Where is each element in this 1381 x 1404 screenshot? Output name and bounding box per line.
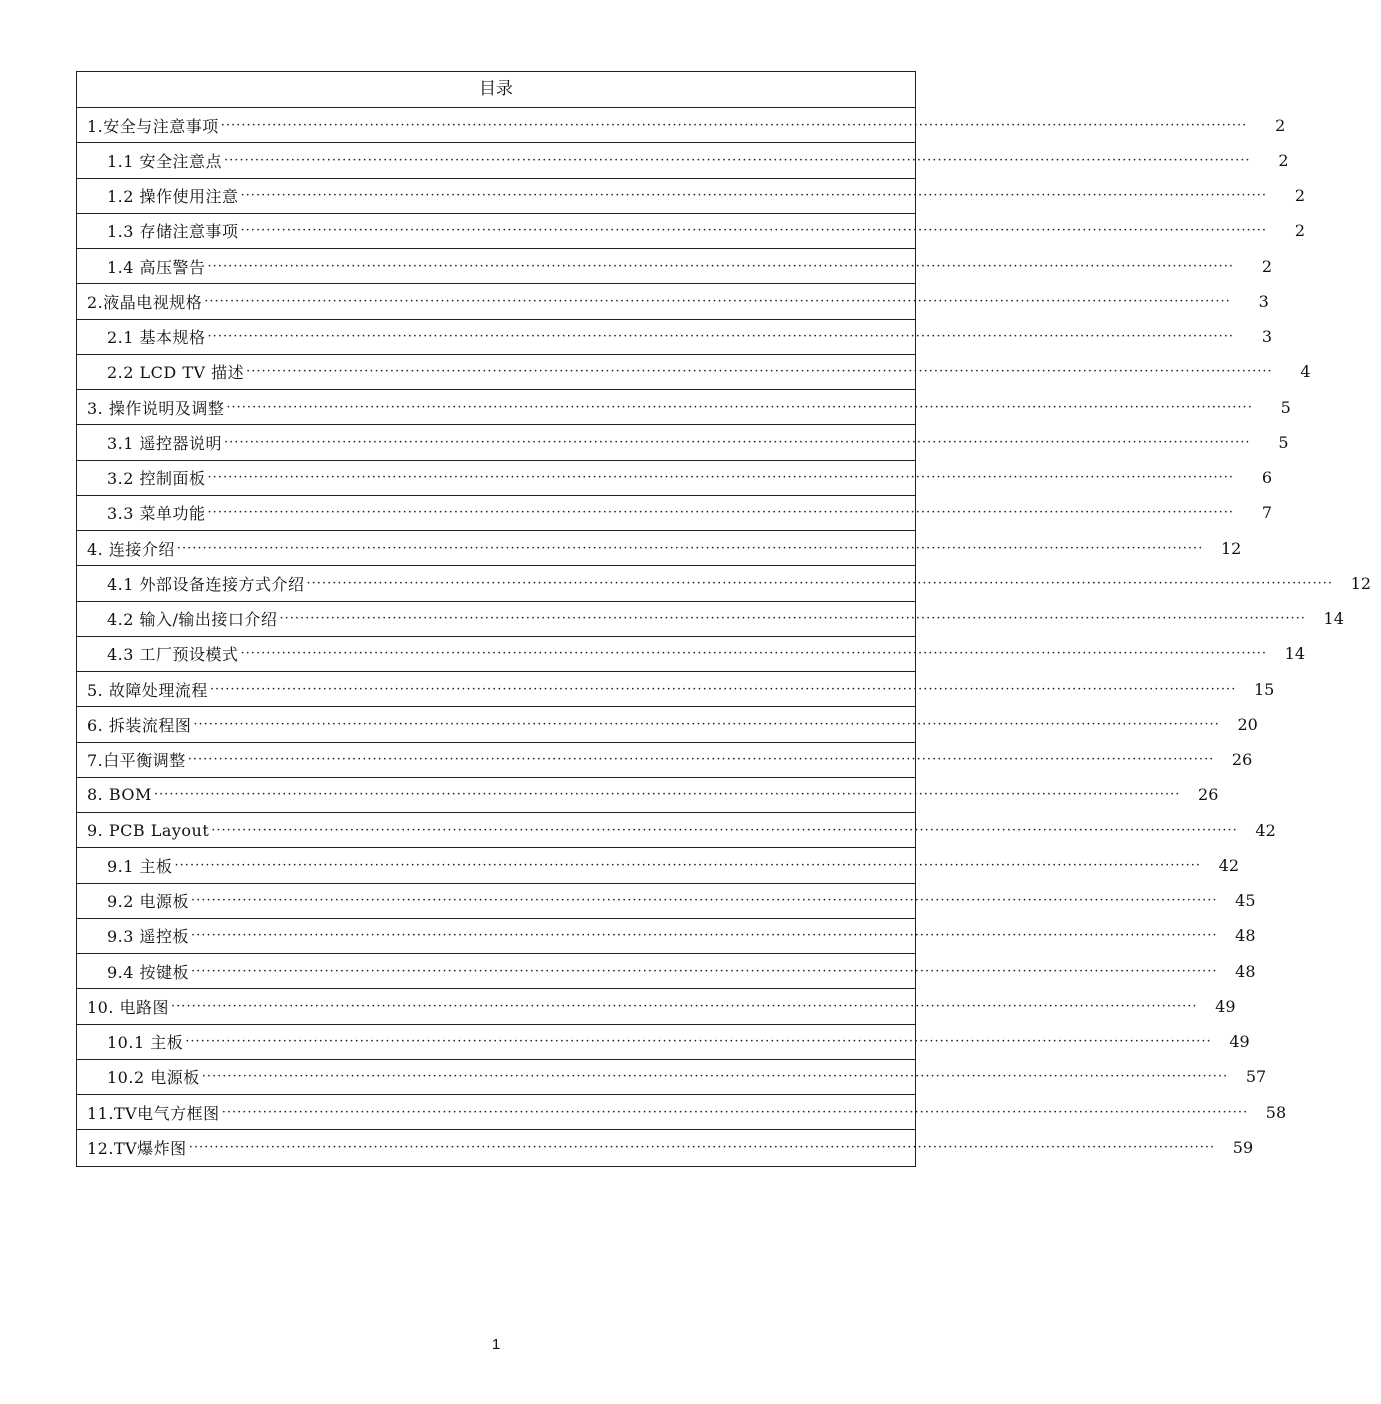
toc-entry-page: 5	[1278, 432, 1289, 452]
toc-rows	[77, 108, 1372, 1166]
toc-entry[interactable]	[77, 602, 1344, 637]
toc-entry-page: 58	[1265, 1102, 1287, 1122]
toc-entry-page: 2	[1261, 256, 1273, 276]
toc-entry-label: 4.2 输入/输出接口介绍	[107, 610, 278, 630]
toc-entry-label: 9.2 电源板	[107, 892, 190, 912]
toc-entry[interactable]	[77, 390, 1291, 425]
toc-entry-label: 1.安全与注意事项	[87, 116, 219, 136]
toc-entry-label: 3.1 遥控器说明	[107, 433, 223, 453]
toc-dot-leader: ········································································································································································································	[207, 258, 1235, 274]
toc-dot-leader: ········································································································································································································	[204, 293, 1231, 309]
toc-entry[interactable]	[77, 249, 1273, 284]
toc-entry[interactable]	[77, 778, 1219, 813]
toc-entry-label: 4.3 工厂预设模式	[107, 645, 239, 665]
toc-entry[interactable]	[77, 179, 1306, 214]
toc-dot-leader: ········································································································································································································	[207, 470, 1235, 486]
toc-dot-leader: ········································································································································································································	[191, 928, 1218, 944]
toc-entry[interactable]	[77, 425, 1289, 460]
toc-dot-leader: ········································································································································································································	[188, 1140, 1216, 1156]
toc-dot-leader: ········································································································································································································	[306, 575, 1334, 591]
toc-entry-page: 3	[1258, 291, 1269, 311]
toc-entry-page: 26	[1198, 785, 1219, 805]
toc-entry-page: 2	[1294, 186, 1306, 206]
toc-dot-leader: ········································································································································································································	[240, 188, 1268, 204]
toc-entry-page: 15	[1253, 679, 1275, 699]
toc-entry-label: 4.1 外部设备连接方式介绍	[107, 574, 305, 594]
toc-entry-page: 12	[1350, 573, 1372, 593]
toc-dot-leader: ········································································································································································································	[207, 329, 1235, 345]
toc-entry[interactable]	[77, 637, 1306, 672]
toc-entry[interactable]	[77, 214, 1306, 249]
toc-entry-label: 5. 故障处理流程	[87, 680, 208, 700]
toc-dot-leader: ········································································································································································································	[191, 893, 1218, 909]
toc-entry-label: 6. 拆装流程图	[87, 715, 192, 735]
toc-entry-page: 42	[1218, 855, 1240, 875]
toc-dot-leader: ········································································································································································································	[185, 1034, 1212, 1050]
toc-entry-page: 48	[1235, 961, 1256, 981]
toc-entry[interactable]	[77, 884, 1256, 919]
toc-entry-label: 4. 连接介绍	[87, 539, 175, 559]
toc-entry-page: 2	[1275, 115, 1286, 135]
toc-entry-page: 12	[1220, 538, 1242, 558]
toc-entry[interactable]	[77, 743, 1253, 778]
toc-entry-label: 2.1 基本规格	[107, 328, 206, 348]
toc-entry-page: 14	[1323, 609, 1344, 629]
toc-dot-leader: ········································································································································································································	[224, 434, 1251, 450]
toc-entry-label: 8. BOM	[87, 785, 152, 805]
toc-entry-label: 11.TV电气方框图	[87, 1103, 220, 1123]
toc-entry-label: 12.TV爆炸图	[87, 1139, 187, 1159]
toc-dot-leader: ········································································································································································································	[174, 857, 1202, 873]
toc-dot-leader: ········································································································································································································	[246, 364, 1273, 380]
toc-dot-leader: ········································································································································································································	[220, 117, 1248, 133]
toc-dot-leader: ········································································································································································································	[240, 646, 1268, 662]
toc-dot-leader: ········································································································································································································	[153, 787, 1181, 803]
toc-title: 目录	[77, 72, 915, 108]
toc-entry-label: 10.2 电源板	[107, 1068, 200, 1088]
toc-dot-leader: ········································································································································································································	[176, 540, 1204, 556]
toc-entry-page: 59	[1232, 1138, 1254, 1158]
toc-dot-leader: ········································································································································································································	[207, 505, 1235, 521]
toc-dot-leader: ········································································································································································································	[279, 611, 1306, 627]
toc-entry[interactable]	[77, 707, 1258, 742]
toc-dot-leader: ········································································································································································································	[211, 822, 1238, 838]
toc-entry[interactable]	[77, 672, 1275, 707]
toc-entry[interactable]	[77, 284, 1269, 319]
toc-entry-label: 10. 电路图	[87, 997, 170, 1017]
toc-entry-page: 7	[1261, 503, 1273, 523]
toc-entry[interactable]	[77, 919, 1256, 954]
toc-entry-page: 49	[1229, 1032, 1250, 1052]
toc-entry[interactable]	[77, 1060, 1267, 1095]
toc-dot-leader: ········································································································································································································	[209, 681, 1237, 697]
toc-entry-page: 20	[1237, 714, 1258, 734]
toc-entry-page: 14	[1284, 644, 1306, 664]
toc-entry-label: 3.3 菜单功能	[107, 504, 206, 524]
toc-entry-page: 4	[1300, 362, 1311, 382]
toc-entry-label: 2.液晶电视规格	[87, 292, 203, 312]
toc-entry[interactable]	[77, 954, 1256, 989]
toc-entry-label: 1.2 操作使用注意	[107, 187, 239, 207]
toc-entry-page: 42	[1255, 820, 1276, 840]
toc-entry-label: 1.3 存储注意事项	[107, 222, 239, 242]
toc-entry-label: 10.1 主板	[107, 1033, 184, 1053]
toc-dot-leader: ········································································································································································································	[171, 998, 1198, 1014]
toc-entry[interactable]	[77, 1130, 1254, 1165]
toc-dot-leader: ········································································································································································································	[240, 223, 1268, 239]
toc-dot-leader: ········································································································································································································	[191, 963, 1218, 979]
toc-dot-leader: ········································································································································································································	[226, 399, 1253, 415]
toc-entry-page: 26	[1231, 750, 1253, 770]
toc-entry[interactable]	[77, 1025, 1250, 1060]
toc-entry[interactable]	[77, 813, 1276, 848]
toc-entry-page: 2	[1278, 150, 1289, 170]
toc-entry-page: 45	[1235, 891, 1256, 911]
toc-entry[interactable]	[77, 989, 1236, 1024]
toc-entry-page: 48	[1235, 926, 1256, 946]
toc-entry[interactable]	[77, 143, 1289, 178]
toc-entry-label: 1.1 安全注意点	[107, 151, 223, 171]
toc-entry-label: 3. 操作说明及调整	[87, 398, 225, 418]
toc-entry-page: 2	[1294, 221, 1306, 241]
toc-dot-leader: ········································································································································································································	[224, 152, 1251, 168]
toc-entry-page: 49	[1215, 996, 1236, 1016]
toc-entry-label: 9.1 主板	[107, 856, 173, 876]
toc-entry-label: 1.4 高压警告	[107, 257, 206, 277]
toc-entry-page: 57	[1245, 1067, 1267, 1087]
toc-dot-leader: ········································································································································································································	[221, 1104, 1249, 1120]
table-of-contents	[76, 71, 1372, 1167]
toc-entry-label: 3.2 控制面板	[107, 469, 206, 489]
toc-entry[interactable]	[77, 320, 1273, 355]
toc-dot-leader: ········································································································································································································	[193, 716, 1220, 732]
page-number: 1	[491, 1336, 501, 1353]
toc-entry[interactable]	[77, 1095, 1287, 1130]
toc-entry[interactable]	[77, 355, 1311, 390]
toc-dot-leader: ········································································································································································································	[201, 1069, 1229, 1085]
toc-entry-page: 5	[1280, 397, 1291, 417]
toc-entry-page: 6	[1261, 468, 1273, 488]
toc-entry-label: 9.3 遥控板	[107, 927, 190, 947]
toc-entry-page: 3	[1261, 327, 1273, 347]
toc-entry[interactable]	[77, 531, 1242, 566]
toc-entry-label: 9. PCB Layout	[87, 820, 210, 840]
toc-entry[interactable]	[77, 461, 1273, 496]
toc-entry[interactable]	[77, 848, 1240, 883]
toc-entry-label: 2.2 LCD TV 描述	[107, 363, 245, 383]
toc-entry-label: 7.白平衡调整	[87, 751, 186, 771]
toc-dot-leader: ········································································································································································································	[187, 752, 1215, 768]
toc-entry[interactable]	[77, 566, 1372, 601]
toc-entry[interactable]	[77, 496, 1273, 531]
toc-entry-label: 9.4 按键板	[107, 962, 190, 982]
toc-entry[interactable]	[77, 108, 1286, 143]
